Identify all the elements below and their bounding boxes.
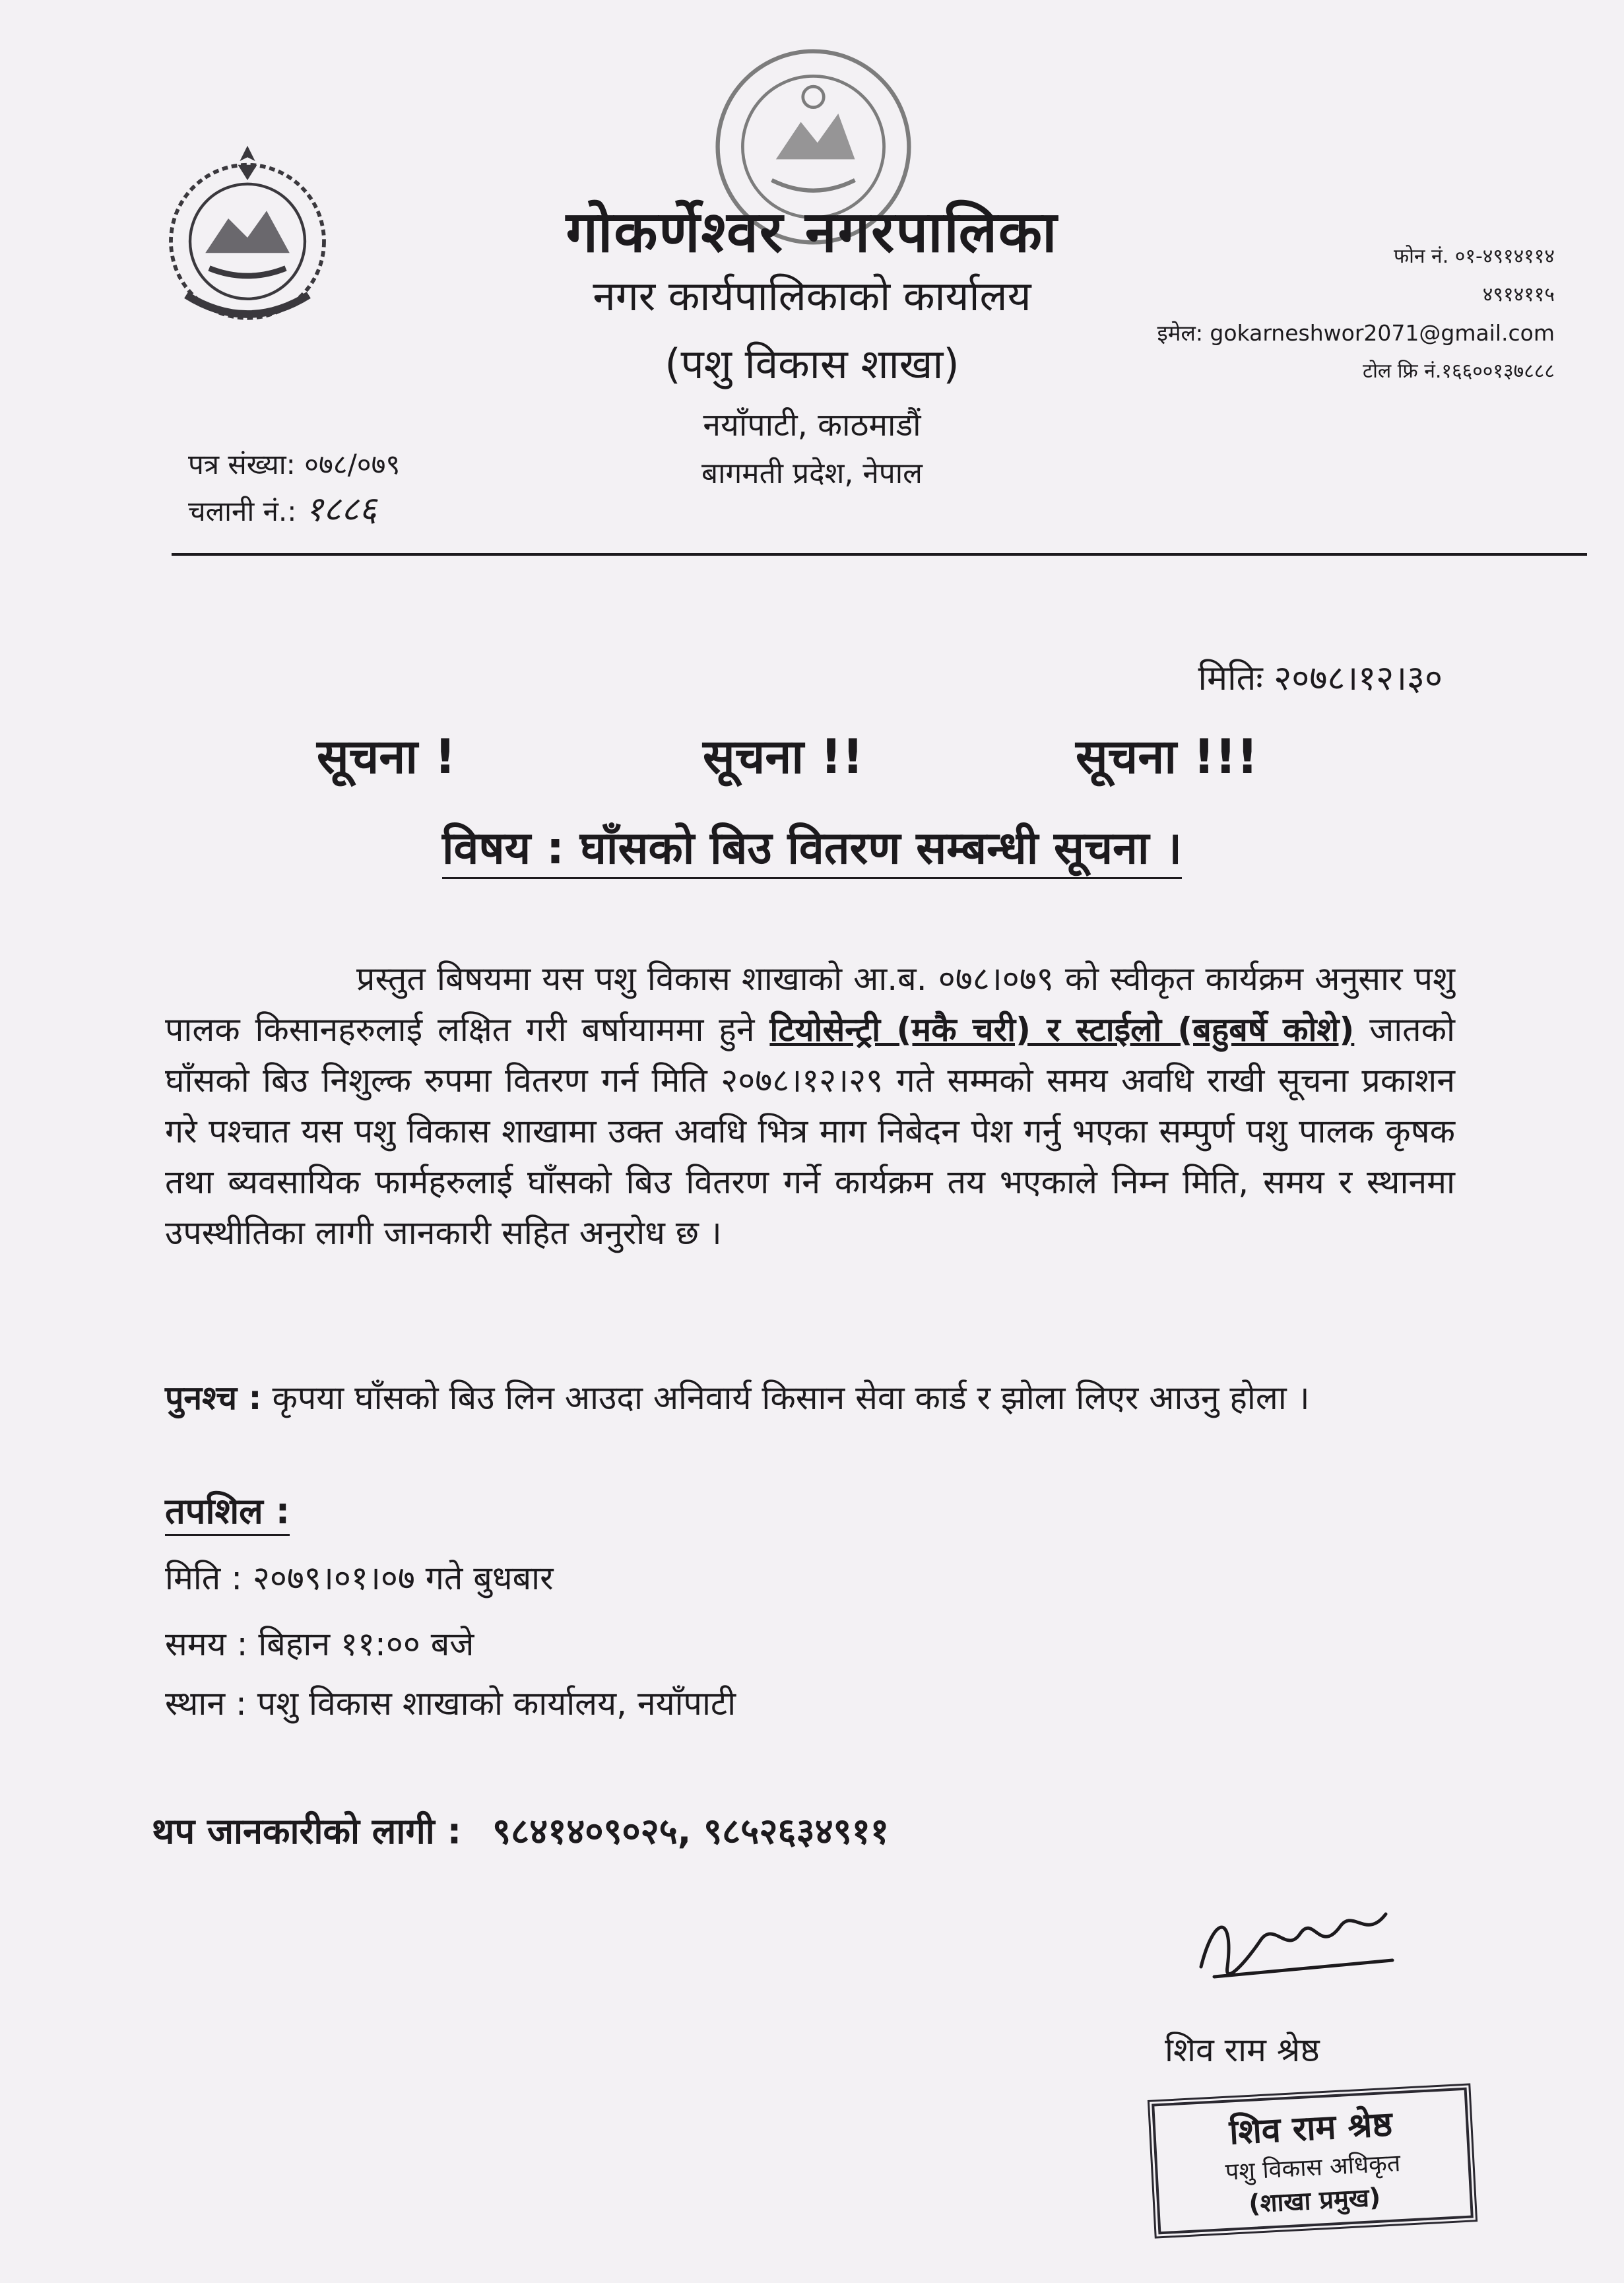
detail-time: समय : बिहान ११:०० बजे bbox=[165, 1625, 474, 1663]
detail-date: मिति : २०७९।०१।०७ गते बुधबार bbox=[165, 1559, 554, 1597]
signatory-name: शिव राम श्रेष्ठ bbox=[1165, 2031, 1320, 2069]
letter-date: मितिः २०७८।१२।३० bbox=[1198, 659, 1443, 698]
grass-varieties: टियोसेन्ट्री (मकै चरी) र स्टाईलो (बहुबर्षे कोशे) bbox=[769, 1010, 1355, 1049]
org-name: गोकर्णेश्वर नगरपालिका bbox=[566, 199, 1058, 265]
stamp-role: (शाखा प्रमुख) bbox=[1248, 2182, 1382, 2219]
postscript bbox=[165, 1373, 1455, 1423]
subject-text: विषय : घाँसको बिउ वितरण सम्बन्धी सूचना । bbox=[442, 822, 1182, 879]
reference-block bbox=[188, 442, 400, 534]
contact-info bbox=[152, 1805, 889, 1854]
stamp-title: पशु विकास अधिकृत bbox=[1224, 2150, 1402, 2186]
signature-icon bbox=[1188, 1888, 1412, 1993]
dispatch-number bbox=[188, 487, 400, 534]
contact-info-label: थप जानकारीको लागी : bbox=[152, 1810, 462, 1852]
email: इमेल: gokarneshwor2071@gmail.com bbox=[1157, 320, 1555, 346]
address-line1: नयाँपाटी, काठमाडौं bbox=[703, 407, 921, 444]
office-name: नगर कार्यपालिकाको कार्यालय bbox=[593, 272, 1031, 320]
stamp-name: शिव राम श्रेष्ठ bbox=[1228, 2104, 1394, 2153]
postscript-text: कृपया घाँसको बिउ लिन आउदा अनिवार्य किसान सेवा कार्ड र झोला लिएर आउनु होला । bbox=[261, 1379, 1310, 1417]
header-divider bbox=[172, 553, 1587, 556]
detail-place: स्थान : पशु विकास शाखाको कार्यालय, नयाँपाटी bbox=[165, 1684, 736, 1723]
contact-block bbox=[1157, 238, 1555, 391]
notice-heading-2: सूचना !! bbox=[703, 729, 864, 784]
letter-number-value: ०७८/०७९ bbox=[304, 448, 401, 480]
dispatch-number-label: चलानी नं.: bbox=[188, 495, 297, 527]
tollfree: टोल फ्रि नं.१६६००१३७८८८ bbox=[1363, 360, 1555, 383]
address-line2: बागमती प्रदेश, नेपाल bbox=[701, 457, 923, 490]
section-name: (पशु विकास शाखा) bbox=[665, 340, 959, 388]
phone-2: ४९१४११५ bbox=[1482, 283, 1555, 306]
letter-number bbox=[188, 442, 400, 487]
phone-1: फोन नं. ०१-४९१४११४ bbox=[1393, 245, 1555, 268]
contact-info-numbers: ९८४१४०९०२५, ९८५२६३४९११ bbox=[492, 1810, 889, 1852]
official-stamp bbox=[1152, 2088, 1474, 2235]
subject-line bbox=[0, 815, 1624, 877]
dispatch-number-value: १८८६ bbox=[305, 490, 377, 529]
body-paragraph: प्रस्तुत बिषयमा यस पशु विकास शाखाको आ.ब. ०७८।०७९ को स्वीकृत कार्यक्रम अनुसार पशु पालक किसानहरुलाई लक्षित गरी बर्षायाममा हुने टियोसेन्ट्री (मकै चरी) र स्टाईलो (बहुबर्षे कोशे) जातको घाँसको बिउ निशुल्क रुपमा वितरण गर्न मिति २०७८।१२।२९ गते सम्मको समय अवधि राखी सूचना प्रकाशन गरे पश्चात यस पशु विकास शाखामा उक्त अवधि भित्र माग निबेदन पेश गर्नु भएका सम्पुर्ण पशु पालक कृषक तथा ब्यवसायिक फार्महरुलाई घाँसको बिउ वितरण गर्ने कार्यक्रम तय भएकाले निम्न मिति, समय र स्थानमा उपस्थीतिका लागी जानकारी सहित अनुरोध छ । bbox=[165, 960, 1455, 1252]
details-heading: तपशिल : bbox=[165, 1485, 290, 1536]
postscript-label: पुनश्च : bbox=[165, 1379, 262, 1417]
letter-number-label: पत्र संख्या: bbox=[188, 448, 296, 480]
notice-heading-1: सूचना ! bbox=[317, 729, 456, 784]
notice-heading-3: सूचना !!! bbox=[1076, 729, 1258, 784]
